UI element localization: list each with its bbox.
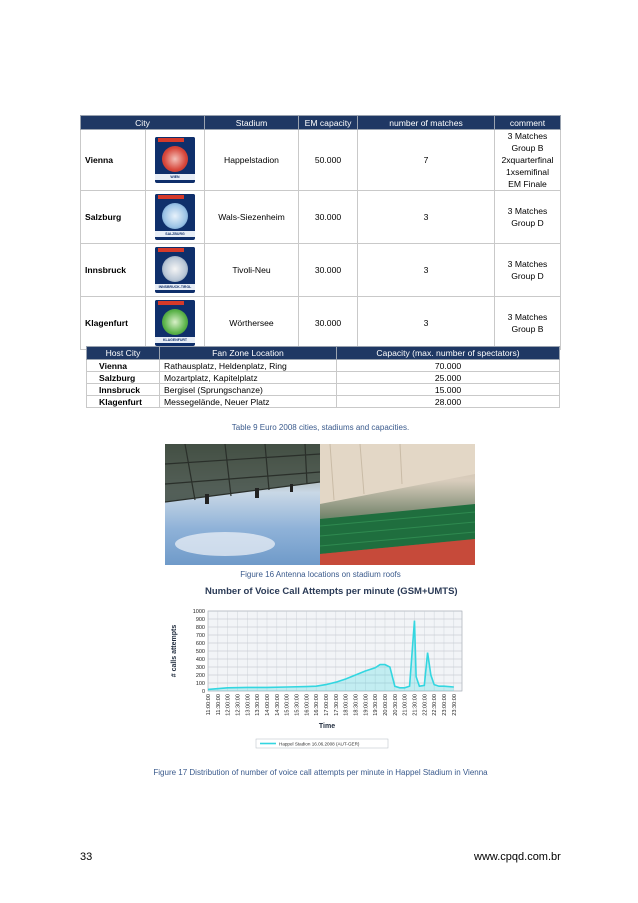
comment-cell: 3 Matches Group B xyxy=(495,297,561,350)
matches-cell: 7 xyxy=(358,130,495,191)
chart-title: Number of Voice Call Attempts per minute (GSM+UMTS) xyxy=(205,586,458,597)
location-cell: Messegelände, Neuer Platz xyxy=(160,396,337,408)
footer-website: www.cpqd.com.br xyxy=(474,851,561,863)
stadium-cell: Happelstadion xyxy=(205,130,299,191)
comment-cell xyxy=(495,130,561,191)
comment-line: 2xquarterfinal xyxy=(501,155,554,165)
comment-cell: 3 Matches Group D xyxy=(495,191,561,244)
location-cell: Mozartplatz, Kapitelplatz xyxy=(160,372,337,384)
y-tick-label: 200 xyxy=(195,673,205,679)
comment-line: EM Finale xyxy=(508,179,547,189)
x-tick-label: 22:00:00 xyxy=(422,694,429,716)
y-axis-label: # calls attempts xyxy=(171,624,178,678)
table-row xyxy=(81,244,561,297)
page-number: 33 xyxy=(80,851,93,863)
x-tick-label: 17:30:00 xyxy=(333,694,340,716)
capacity-cell: 15.000 xyxy=(337,384,560,396)
salzburg-badge-icon xyxy=(155,194,195,240)
capacity-cell: 30.000 xyxy=(299,244,358,297)
x-tick-label: 12:30:00 xyxy=(235,694,242,716)
comment-cell: 3 Matches Group D xyxy=(495,244,561,297)
city-logo xyxy=(146,130,205,191)
badge-label: WIEN xyxy=(170,175,180,179)
header-city: City xyxy=(81,116,205,130)
capacity-cell: 50.000 xyxy=(299,130,358,191)
antenna-photo xyxy=(165,444,475,565)
table-row xyxy=(81,297,561,350)
header-fanzone-capacity: Capacity (max. number of spectators) xyxy=(337,347,560,360)
x-tick-label: 22:30:00 xyxy=(432,694,439,716)
y-tick-label: 500 xyxy=(195,649,205,655)
table-row xyxy=(81,191,561,244)
x-tick-label: 12:00:00 xyxy=(225,694,232,716)
x-axis-label: Time xyxy=(318,723,336,730)
capacity-cell: 70.000 xyxy=(337,360,560,372)
host-city-cell: Vienna xyxy=(87,360,160,372)
stadium-cell: Tivoli-Neu xyxy=(205,244,299,297)
stadium-cell: Wals-Siezenheim xyxy=(205,191,299,244)
x-tick-label: 15:30:00 xyxy=(294,694,301,716)
y-tick-label: 700 xyxy=(195,633,205,639)
vienna-badge-icon xyxy=(155,137,195,183)
badge-label: INNSBRUCK-TIROL xyxy=(158,285,192,289)
x-tick-label: 13:30:00 xyxy=(255,694,262,716)
fanzone-table-header xyxy=(87,347,560,360)
voice-call-chart xyxy=(150,596,480,756)
x-tick-label: 18:00:00 xyxy=(343,694,350,716)
x-tick-label: 14:00:00 xyxy=(264,694,271,716)
y-tick-label: 400 xyxy=(195,657,205,663)
x-tick-label: 23:30:00 xyxy=(451,694,458,716)
city-cell: Innsbruck xyxy=(81,244,146,297)
host-city-cell: Salzburg xyxy=(87,372,160,384)
city-logo xyxy=(146,297,205,350)
roof-photo-right xyxy=(320,444,475,565)
matches-cell: 3 xyxy=(358,191,495,244)
city-cell: Klagenfurt xyxy=(81,297,146,350)
y-tick-label: 100 xyxy=(195,681,205,687)
header-stadium: Stadium xyxy=(205,116,299,130)
table-row xyxy=(81,130,561,191)
location-cell: Rathausplatz, Heldenplatz, Ring xyxy=(160,360,337,372)
city-logo xyxy=(146,244,205,297)
y-tick-label: 0 xyxy=(201,689,205,695)
city-cell: Salzburg xyxy=(81,191,146,244)
y-tick-label: 900 xyxy=(195,617,205,623)
table-row xyxy=(87,384,560,396)
table9-caption: Table 9 Euro 2008 cities, stadiums and capacities. xyxy=(231,423,410,432)
x-tick-label: 21:00:00 xyxy=(402,694,409,716)
city-cell: Vienna xyxy=(81,130,146,191)
location-cell: Bergisel (Sprungschanze) xyxy=(160,384,337,396)
matches-cell: 3 xyxy=(358,244,495,297)
x-tick-label: 20:00:00 xyxy=(382,694,389,716)
header-capacity: EM capacity xyxy=(299,116,358,130)
matches-cell: 3 xyxy=(358,297,495,350)
comment-line: 1xsemifinal xyxy=(506,167,549,177)
figure16-caption: Figure 16 Antenna locations on stadium roofs xyxy=(240,570,401,579)
y-tick-label: 600 xyxy=(195,641,205,647)
innsbruck-badge-icon xyxy=(155,247,195,293)
x-tick-label: 20:30:00 xyxy=(392,694,399,716)
x-tick-label: 23:00:00 xyxy=(441,694,448,716)
klagenfurt-badge-icon xyxy=(155,300,195,346)
header-fanzone-location: Fan Zone Location xyxy=(160,347,337,360)
x-tick-label: 18:30:00 xyxy=(353,694,360,716)
comment-line: 3 Matches Group B xyxy=(507,131,548,153)
city-logo xyxy=(146,191,205,244)
x-tick-label: 13:00:00 xyxy=(245,694,252,716)
x-tick-label: 14:30:00 xyxy=(274,694,281,716)
x-tick-label: 15:00:00 xyxy=(284,694,291,716)
stadium-table xyxy=(80,115,561,350)
table-row xyxy=(87,372,560,384)
badge-label: KLAGENFURT xyxy=(162,338,188,342)
x-tick-label: 19:30:00 xyxy=(373,694,380,716)
y-tick-label: 800 xyxy=(195,625,205,631)
stadium-table-header xyxy=(81,116,561,130)
x-tick-label: 11:30:00 xyxy=(215,694,222,716)
figure17-caption: Figure 17 Distribution of number of voice call attempts per minute in Happel Stadium in Vienna xyxy=(153,768,488,777)
x-tick-label: 16:30:00 xyxy=(314,694,321,716)
capacity-cell: 25.000 xyxy=(337,372,560,384)
table-row xyxy=(87,396,560,408)
y-tick-label: 300 xyxy=(195,665,205,671)
host-city-cell: Innsbruck xyxy=(87,384,160,396)
stadium-cell: Wörthersee xyxy=(205,297,299,350)
header-matches: number of matches xyxy=(358,116,495,130)
header-comment: comment xyxy=(495,116,561,130)
x-tick-label: 17:00:00 xyxy=(323,694,330,716)
x-tick-label: 11:00:00 xyxy=(206,694,212,716)
capacity-cell: 30.000 xyxy=(299,191,358,244)
y-tick-label: 1000 xyxy=(192,609,205,615)
fanzone-table xyxy=(86,346,560,408)
x-tick-label: 19:00:00 xyxy=(363,694,370,716)
x-tick-label: 21:30:00 xyxy=(412,694,419,716)
x-tick-label: 16:00:00 xyxy=(304,694,311,716)
capacity-cell: 30.000 xyxy=(299,297,358,350)
header-host-city: Host City xyxy=(87,347,160,360)
legend-label: Happel Stadion 16.06.2008 (AUT-GER) xyxy=(279,741,360,747)
badge-label: SALZBURG xyxy=(165,232,185,236)
roof-photo-left xyxy=(165,444,320,565)
host-city-cell: Klagenfurt xyxy=(87,396,160,408)
capacity-cell: 28.000 xyxy=(337,396,560,408)
table-row xyxy=(87,360,560,372)
